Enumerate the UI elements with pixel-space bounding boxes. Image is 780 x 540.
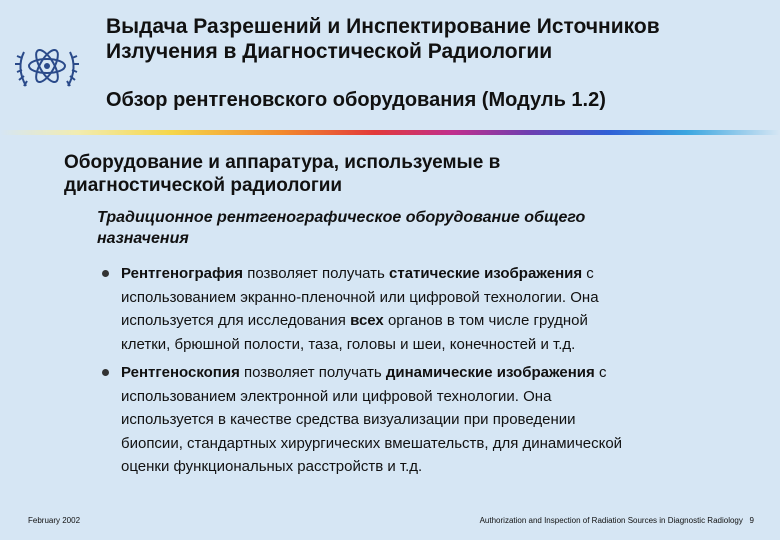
bullet1-line-3 [121, 309, 737, 333]
heading-line-2: диагностической радиологии [64, 175, 343, 196]
term-dynamic-images: динамические изображения [385, 364, 595, 381]
bullet1-line-2: использованием экранно-пленочной или цифровой технологии. Она [121, 288, 599, 306]
page-title [106, 14, 766, 64]
module-subtitle: Обзор рентгеновского оборудования (Модуль 1.2) [106, 89, 606, 111]
term-static-images: статические изображения [389, 265, 583, 282]
heading-line-1: Оборудование и аппаратура, используемые в [64, 152, 501, 173]
bullet1-text-b: с [582, 265, 594, 282]
title-line-2: Излучения в Диагностической Радиологии [106, 40, 553, 63]
bullet-item-fluoroscopy [97, 361, 737, 479]
bullet-list [97, 262, 737, 484]
bullet1-line3-a: используется для исследования [121, 312, 351, 329]
subheading-line-2: назначения [97, 230, 189, 247]
footer-course [480, 516, 754, 525]
section-subheading [97, 207, 737, 249]
section-heading [64, 151, 664, 197]
bullet2-line-2: использованием электронной или цифровой технологии. Она [121, 387, 552, 405]
bullet1-line-1 [121, 262, 737, 286]
footer-course-title: Authorization and Inspection of Radiation Sources in Diagnostic Radiology [479, 516, 743, 525]
bullet2-line-3: используется в качестве средства визуализации при проведении [121, 411, 576, 428]
term-radiography: Рентгенография [121, 265, 244, 282]
subheading-line-1: Традиционное рентгенографическое оборудование общего [97, 209, 586, 226]
title-line-1: Выдача Разрешений и Инспектирование Источников [106, 15, 660, 38]
header [0, 0, 780, 140]
bullet-item-radiography [97, 262, 737, 356]
bullet2-line-5: оценки функциональных расстройств и т.д. [121, 458, 423, 475]
iaea-atom-logo-icon [12, 30, 82, 100]
bullet-dot-icon [102, 369, 109, 376]
bullet2-text-b: с [594, 364, 607, 381]
bullet2-line-1 [121, 361, 737, 385]
rainbow-divider [0, 130, 780, 135]
bullet2-line-4: биопсии, стандартных хирургических вмешательств, для динамической [121, 434, 623, 452]
bullet1-line3-b: органов в том числе грудной [383, 312, 588, 329]
bullet-dot-icon [102, 270, 109, 277]
page-number: 9 [749, 516, 754, 525]
bullet2-text-a: позволяет получать [239, 364, 386, 381]
footer-date: February 2002 [28, 516, 81, 525]
term-fluoroscopy: Рентгеноскопия [121, 364, 240, 381]
bullet1-line-4: клетки, брюшной полости, таза, головы и шеи, конечностей и т.д. [121, 335, 576, 353]
bullet1-text-a: позволяет получать [243, 265, 390, 282]
term-all: всех [350, 312, 384, 329]
